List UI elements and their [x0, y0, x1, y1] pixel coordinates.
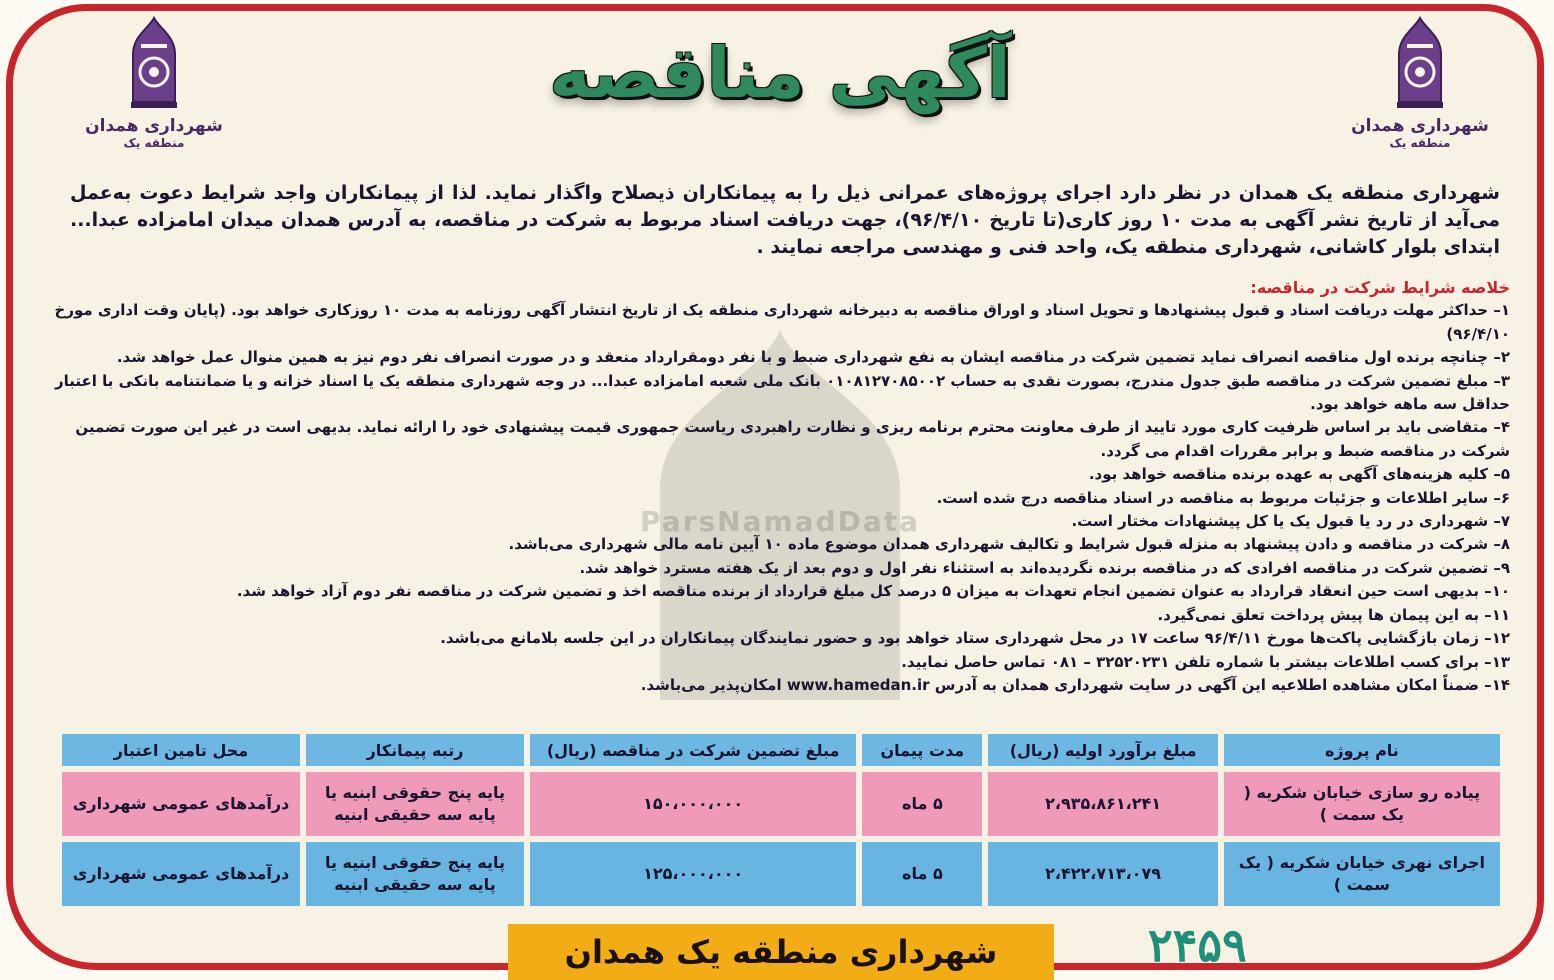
condition-item: ۳– مبلغ تضمین شرکت در مناقصه طبق جدول مندرج، بصورت نقدی به حساب ۰۱۰۸۱۲۷۰۸۵۰۰۲ بانک ملی شعبه امامزاده عبدا... در وجه شهرداری منطقه یک یا اسناد خزانه و یا ضمانتنامه بانکی با اعتبار حداقل سه ماهه خواهد بود.	[55, 371, 1510, 414]
summary-heading: خلاصه شرایط شرکت در مناقصه:	[1250, 278, 1510, 297]
condition-item: ۷– شهرداری در رد یا قبول یک یا کل پیشنهادات مختار است.	[1071, 512, 1510, 531]
logo-title: شهرداری همدان	[1351, 116, 1489, 136]
table-row	[62, 772, 1500, 836]
cell-project-name: اجرای نهری خیابان شکریه ( یک سمت )	[1224, 842, 1500, 906]
notice-title: آگهی مناقصه	[549, 32, 1011, 114]
cell-estimate: ۲،۹۳۵،۸۶۱،۲۴۱	[988, 772, 1217, 836]
condition-item: ۱۱– به این پیمان ها پیش پرداخت تعلق نمی‌گیرد.	[1157, 605, 1510, 624]
projects-table	[56, 728, 1506, 912]
header-duration: مدت پیمان	[862, 734, 982, 766]
condition-item: ۱۲– زمان بازگشایی پاکت‌ها مورخ ۹۶/۴/۱۱ ساعت ۱۷ در محل شهرداری ستاد خواهد بود و حضور نمایندگان پیمانکاران در این جلسه بلامانع می‌باشد.	[440, 629, 1510, 648]
logo-subtitle: منطقه یک	[123, 136, 185, 150]
logo-left	[84, 14, 224, 164]
cell-estimate: ۲،۴۲۲،۷۱۳،۰۷۹	[988, 842, 1217, 906]
header-funding: محل تامین اعتبار	[62, 734, 300, 766]
condition-item: ۵– کلیه هزینه‌های آگهی به عهده برنده مناقصه خواهد بود.	[1088, 465, 1510, 484]
header-project-name: نام پروژه	[1224, 734, 1500, 766]
logo-right	[1350, 14, 1490, 164]
condition-item: ۱– حداکثر مهلت دریافت اسناد و قبول پیشنهادها و تحویل اسناد و اوراق مناقصه به دبیرخانه شهرداری منطقه یک از تاریخ انتشار آگهی روزنامه به مدت ۱۰ روزکاری خواهد بود. (پایان وقت اداری مورخ ۹۶/۴/۱۰)	[54, 301, 1510, 343]
cell-guarantee: ۱۵۰،۰۰۰،۰۰۰	[530, 772, 856, 836]
conditions-summary	[52, 276, 1510, 697]
condition-item: ۱۳– برای کسب اطلاعات بیشتر با شماره تلفن ۳۲۵۲۰۲۳۱ – ۰۸۱ تماس حاصل نمایید.	[901, 652, 1510, 671]
condition-item: ۹– تضمین شرکت در مناقصه افرادی که در مناقصه برنده نگردیده‌اند به استثناء نفر اول و دوم بعد از یک هفته مسترد خواهد شد.	[579, 558, 1510, 577]
logo-subtitle: منطقه یک	[1389, 136, 1451, 150]
footer-banner: شهرداری منطقه یک همدان	[508, 924, 1054, 980]
header-grade: رتبه پیمانکار	[306, 734, 524, 766]
condition-item: ۱۰– بدیهی است حین انعقاد قرارداد به عنوان تضمین انجام تعهدات به میزان ۵ درصد کل مبلغ قرارداد از برنده مناقصه اخذ و تضمین شرکت در مناقصه نفر دوم آزاد خواهد شد.	[236, 582, 1510, 601]
condition-item: ۲– چنانچه برنده اول مناقصه انصراف نماید تضمین شرکت در مناقصه ایشان به نفع شهرداری ضبط و با نفر دومقرارداد منعقد و در صورت انصراف نفر دوم نیز به همین منوال عمل خواهد شد.	[116, 348, 1510, 367]
cell-grade: پایه پنج حقوقی ابنیه یا پایه سه حقیقی ابنیه	[306, 842, 524, 906]
municipality-emblem-icon	[1385, 14, 1455, 114]
page-number: ۲۴۵۹	[1148, 918, 1247, 972]
header-estimate: مبلغ برآورد اولیه (ریال)	[988, 734, 1217, 766]
condition-item: ۸– شرکت در مناقصه و دادن پیشنهاد به منزله قبول شرایط و تکالیف شهرداری همدان موضوع ماده ۱۰ آیین نامه مالی شهرداری می‌باشد.	[508, 535, 1510, 554]
logo-title: شهرداری همدان	[85, 116, 223, 136]
header-guarantee: مبلغ تضمین شرکت در مناقصه (ریال)	[530, 734, 856, 766]
intro-paragraph: شهرداری منطقه یک همدان در نظر دارد اجرای پروژه‌های عمرانی ذیل را به پیمانکاران ذیصلاح واگذار نماید. لذا از پیمانکاران واجد شرایط دعوت به‌عمل می‌آید از تاریخ نشر آگهی به مدت ۱۰ روز کاری(تا تاریخ ۹۶/۴/۱۰)، جهت دریافت اسناد مربوط به شرکت در مناقصه، به آدرس همدان میدان امامزاده عبدا... ابتدای بلوار کاشانی، شهرداری منطقه یک، واحد فنی و مهندسی مراجعه نمایند .	[70, 182, 1501, 258]
cell-duration: ۵ ماه	[862, 772, 982, 836]
municipality-emblem-icon	[119, 14, 189, 114]
cell-grade: پایه پنج حقوقی ابنیه یا پایه سه حقیقی ابنیه	[306, 772, 524, 836]
condition-item: ۶– سایر اطلاعات و جزئیات مربوط به مناقصه در اسناد مناقصه درج شده است.	[936, 488, 1510, 507]
table-header-row	[62, 734, 1500, 766]
cell-guarantee: ۱۲۵،۰۰۰،۰۰۰	[530, 842, 856, 906]
table-row	[62, 842, 1500, 906]
cell-duration: ۵ ماه	[862, 842, 982, 906]
cell-funding: درآمدهای عمومی شهرداری	[62, 772, 300, 836]
cell-project-name: پیاده رو سازی خیابان شکریه ( یک سمت )	[1224, 772, 1500, 836]
condition-item: ۱۴– ضمناً امکان مشاهده اطلاعیه این آگهی در سایت شهرداری همدان به آدرس www.hamedan.ir امکان‌پذیر می‌باشد.	[640, 675, 1510, 694]
watermark-text: ParsNamadData	[640, 505, 920, 538]
condition-item: ۴– متقاضی باید بر اساس ظرفیت کاری مورد تایید از طرف معاونت محترم برنامه ریزی و نظارت راهبردی ریاست جمهوری قیمت پیشنهادی خود را ارائه نماید. بدیهی است در غیر این صورت تضمین شرکت در مناقصه ضبط و برابر مقررات اقدام می گردد.	[75, 418, 1510, 460]
cell-funding: درآمدهای عمومی شهرداری	[62, 842, 300, 906]
